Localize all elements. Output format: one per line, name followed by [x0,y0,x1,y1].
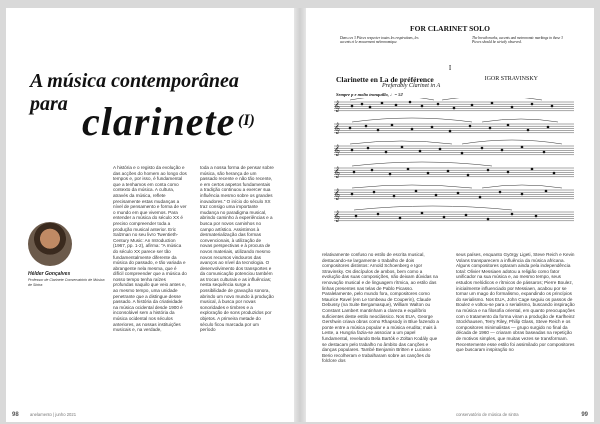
footer-text-right: conservatório de música de sintra [456,412,519,417]
svg-text:𝄞: 𝄞 [334,101,340,112]
right-page [306,8,594,422]
page-number-right: 99 [581,412,588,418]
svg-text:𝄞: 𝄞 [334,145,340,156]
score-staves [322,98,578,244]
score-movement-number: I [448,64,452,72]
body-column-4: seus países, enquanto György Ligeti, Steve Reich e Kevin Volans transparecem a influência da música africana. Alguns compositores optaram ainda pela independência total: Olivier Messiaen adotou a religião como fator unificador na sua música e, ao mesmo tempo, seus estudos melódicos e rítmicos de pássaros; Pierre Boulez, inicialmente influenciado por Messiaen, acabou por se tornar um mago do formalismo, expandindo os princípios do serialismo. Nos EUA, John Cage seguiu os passos de Boulez e voltou-se para o serialismo, buscando inspiração na música e na filosofia oriental, em quanto preocupações com o tratamento da forma viram a produção de Karlheinz Stockhausen, Terry Riley, Philip Glass, Steve Reich e os compositores minimalistas — grupo surgido no final da década de 1960 — criaram obras baseadas na repetição de motivos simples, que muitas vezes se transformam. Recentemente esse estilo foi assimilado por compositores que buscaram inspiração no [456,252,575,353]
body-column-1: A história e o registo da evolução e das acções do homem ao longo dos tempos e, por isso, é fundamental que a tenhamos em conta como contexto da música. A cultura, através da música, reflete precisamente estas mudanças a nível de pensamento e forma de ver o mundo em que vivemos. Para entender a música do século XX é preciso compreender toda a produção musical anterior. Eric Salzman no seu livro Twentieth-Century Music: An Introduction (1967, pp. 1-2), afirma: "A música do século XX parece ser tão fundamentalmente diferente da música do passado, e tão variada e abrangente nela mesma, que é difícil compreender que a música do nosso tempo tenha raízes profundas naquilo que veio antes e, ao mesmo tempo, uma unidade penetrante que a distingue desse passado. A história da criatividade na música ocidental desde 1900 é inconsolável sem a história da música ocidental nos séculos anteriores, as nossas instituições musicais e, na verdade, [113,165,187,333]
article-title-line2: para [30,93,68,115]
author-name: Hélder Gonçalves [28,271,71,277]
score-subtitle: Preferably Clarinet in A [382,83,441,89]
score-note-english: The breath marks, accents and metronomic markings in these 3 Pieces should be strictly observed. [472,36,563,45]
author-role: Professor de Clarinete Conservatório de Música de Sintra [28,278,105,287]
music-score [322,20,578,244]
body-column-2: toda a nossa forma de pensar sobre música, são herança de um passado recente e não tão recente, e em certos aspetos fundamentais a tradição continuou a exercer sua influência mesmo sobre os grandes inovadores." O início do século XX traz consigo uma importante mudança no paradigma musical, abrindo caminho à experiências e a busca por novos caminhos no campo artístico. Assistimos à desmaterialização das formas convencionais, à utilização de novas perspectivas e à procura de novos materiais, utilizando mesmo novos recursos vindouros das avanços ao nível da tecnologia. O desenvolvimento dos transportes e da comunicação potenciou também as trocas culturais e as influências; nesta sequência surge a possibilidade de gravação sonora, abrindo um novo mundo à produção musical, à busca por novas sonoridades e timbres e a exploração de sons produzidos por objetos. A primeira metade do século ficou marcada por um período [200,165,274,333]
svg-text:𝄞: 𝄞 [334,189,340,200]
article-title-part: (I) [238,112,255,129]
svg-text:𝄞: 𝄞 [334,167,340,178]
footer-text-left: anelamento | junho 2021 [30,412,77,417]
svg-text:𝄞: 𝄞 [334,211,340,222]
left-page [6,8,294,422]
author-avatar [28,222,72,266]
score-piece-title: Clarinette en La de préférence [336,75,434,84]
score-note-french: Dans ces 3 Pièces respecter toutes les respirations, les accents et le mouvement métronomique. [340,36,419,45]
body-column-3: relativamente confuso no estilo de escrita musical, destacando-se largamente o trabalho de dois compositores distintos: Arnold Schoenberg e Igor Stravinsky. Os discípulos de ambos, bem como a evolução das suas composições, não deixam dúvidas na renovação musical e de linguagem rítmica, ao estilo das linhas presentes nas telas de Pablo Picasso. Paralelamente, pelo mundo fora, compositores como Maurice Ravel (em Le tombeau de Couperin), Claude Debussy (na Suite Bergamasque), William Walton ou Constant Lambert mantinham a clareza e equilíbrio suficientes deste estilo neoclássico. Nos EUA, George Gershwin criava obras como Rhapsody in Blue fazendo a ponte entre a música popular e a música erudita; mais à Leste, a Hungria fazia-se associar a um papel fundamental, revelando Bela Bartók e Zoltan Kodály que se destacam pelo trabalho no âmbito das canções e danças populares. També Benjamin Britten e Luciano Berio recolheram e trabalharam sobre as canções do folclore dos [322,252,439,364]
page-gutter [294,8,306,422]
article-title-main: clarinete [82,99,236,144]
article-title-line1: A música contemporânea [30,70,239,92]
svg-text:𝄞: 𝄞 [334,123,340,134]
page-number-left: 98 [12,412,19,418]
score-header: FOR CLARINET SOLO [410,24,490,33]
score-composer: IGOR STRAVINSKY [484,76,538,82]
score-tempo: Sempre p e molto tranquillo, ♩= 52 [336,92,403,97]
